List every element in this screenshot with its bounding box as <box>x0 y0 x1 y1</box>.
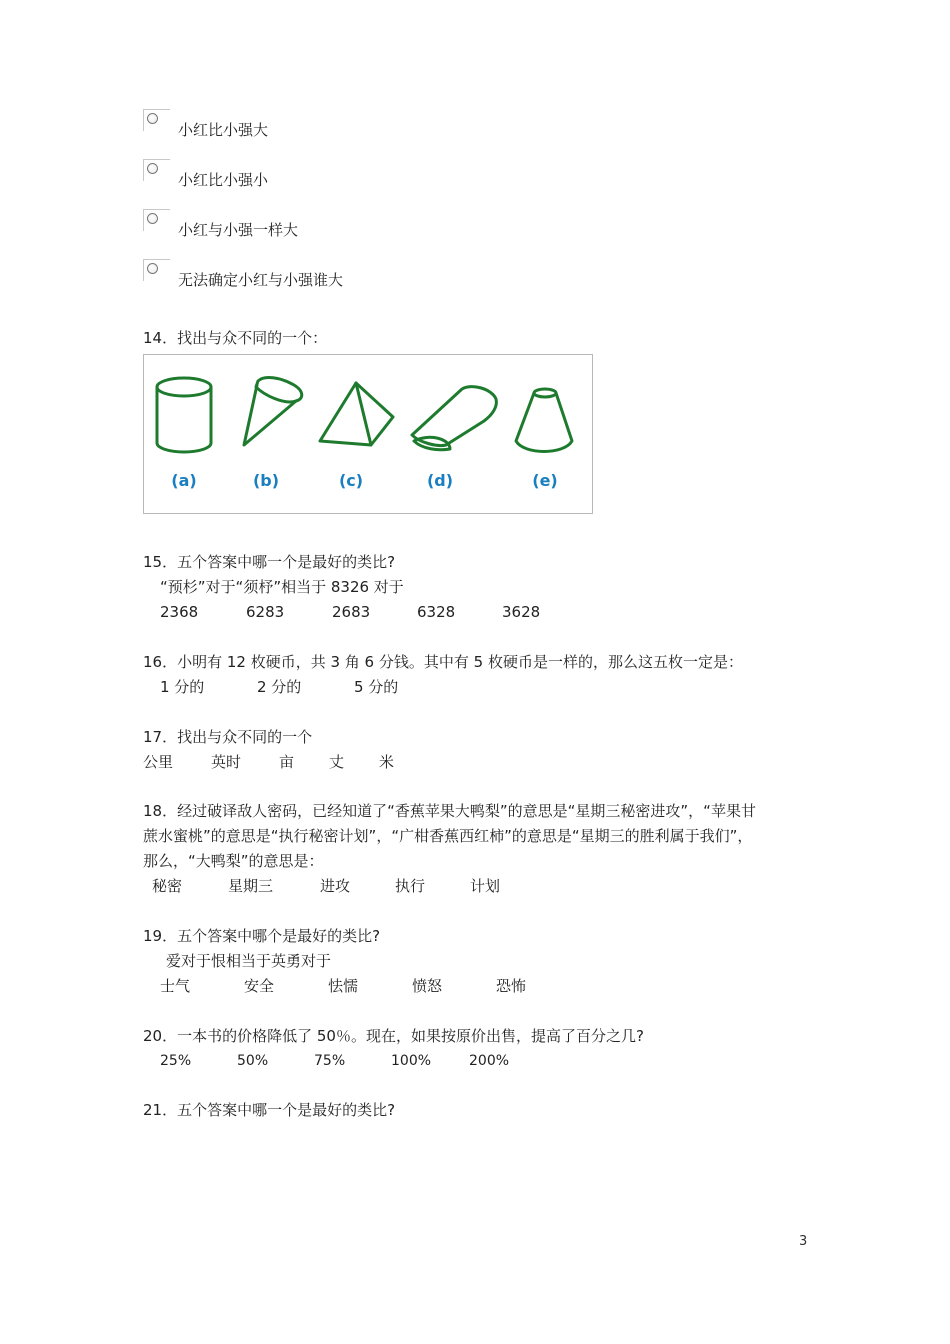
answer-option: 安全 <box>244 977 275 995</box>
answer-option: 75% <box>314 1053 346 1069</box>
option-label: 小红与小强一样大 <box>178 221 299 239</box>
question-16-title: 16．小明有 12 枚硬币，共 3 角 6 分钱。其中有 5 枚硬币是一样的，那么这五枚一定是： <box>143 653 743 671</box>
answer-option: 2683 <box>332 603 371 621</box>
answer-option: 6328 <box>417 603 456 621</box>
answer-option: 公里 <box>143 753 174 771</box>
half-cylinder-shape <box>412 387 496 450</box>
question-19-title: 19．五个答案中哪个是最好的类比? <box>143 927 381 945</box>
shapes-svg <box>144 355 592 513</box>
shapes-figure <box>143 354 593 514</box>
cone-shape <box>244 378 302 445</box>
answer-option: 怯懦 <box>328 977 359 995</box>
answer-option: 25% <box>160 1053 192 1069</box>
answer-option: 士气 <box>160 977 191 995</box>
answer-option: 秘密 <box>152 877 183 895</box>
answer-option: 1 分的 <box>160 678 205 696</box>
question-17-title: 17．找出与众不同的一个 <box>143 728 313 746</box>
answer-option: 执行 <box>395 877 426 895</box>
figure-label: (e) <box>532 471 558 490</box>
question-16-options <box>160 677 398 697</box>
question-18-options <box>152 876 500 896</box>
answer-option: 50% <box>237 1053 269 1069</box>
option-label: 无法确定小红与小强谁大 <box>178 271 344 289</box>
radio-button[interactable] <box>143 259 170 281</box>
option-label: 小红比小强小 <box>178 171 269 189</box>
radio-button[interactable] <box>143 209 170 231</box>
question-20-title: 20．一本书的价格降低了 50％。现在，如果按原价出售，提高了百分之几? <box>143 1027 644 1045</box>
figure-label: (d) <box>426 471 454 490</box>
figure-label: (b) <box>252 471 280 490</box>
question-21-title: 21．五个答案中哪一个是最好的类比? <box>143 1101 396 1119</box>
question-20-options <box>160 1051 509 1071</box>
radio-circle-icon <box>147 213 158 224</box>
question-15-title: 15．五个答案中哪一个是最好的类比? <box>143 553 396 571</box>
answer-option: 丈 <box>329 753 345 771</box>
answer-option: 米 <box>379 753 395 771</box>
figure-label: (c) <box>338 471 364 490</box>
question-15-options <box>160 602 540 622</box>
radio-circle-icon <box>147 113 158 124</box>
radio-button[interactable] <box>143 109 170 131</box>
radio-button[interactable] <box>143 159 170 181</box>
question-15-line: “预杉”对于“须杼”相当于 8326 对于 <box>160 578 404 596</box>
answer-option: 2368 <box>160 603 199 621</box>
question-18-line: 那么，“大鸭梨”的意思是： <box>143 852 324 870</box>
page-number: 3 <box>799 1234 808 1249</box>
answer-option: 进攻 <box>320 877 351 895</box>
radio-circle-icon <box>147 163 158 174</box>
pyramid-shape <box>320 383 393 445</box>
question-14-title: 14．找出与众不同的一个： <box>143 329 328 347</box>
answer-option: 6283 <box>246 603 285 621</box>
answer-option: 愤怒 <box>412 977 443 995</box>
answer-option: 亩 <box>279 753 295 771</box>
answer-option: 100% <box>391 1053 432 1069</box>
option-label: 小红比小强大 <box>178 121 269 139</box>
answer-option: 3628 <box>502 603 541 621</box>
question-18-line: 蔗水蜜桃”的意思是“执行秘密计划”，“广柑香蕉西红柿”的意思是“星期三的胜利属于我们”， <box>143 827 753 845</box>
answer-option: 2 分的 <box>257 678 302 696</box>
answer-option: 200% <box>469 1053 510 1069</box>
answer-option: 计划 <box>470 877 501 895</box>
answer-option: 5 分的 <box>354 678 399 696</box>
question-19-line: 爱对于恨相当于英勇对于 <box>166 952 332 970</box>
frustum-shape <box>516 389 572 452</box>
question-18-line: 18．经过破译敌人密码，已经知道了“香蕉苹果大鸭梨”的意思是“星期三秘密进攻”，“苹果甘 <box>143 802 756 820</box>
figure-label: (a) <box>171 471 197 490</box>
answer-option: 恐怖 <box>496 977 527 995</box>
radio-circle-icon <box>147 263 158 274</box>
question-17-options <box>143 752 394 772</box>
answer-option: 星期三 <box>228 877 274 895</box>
answer-option: 英时 <box>211 753 242 771</box>
question-19-options <box>160 976 526 996</box>
cylinder-shape <box>157 378 211 452</box>
